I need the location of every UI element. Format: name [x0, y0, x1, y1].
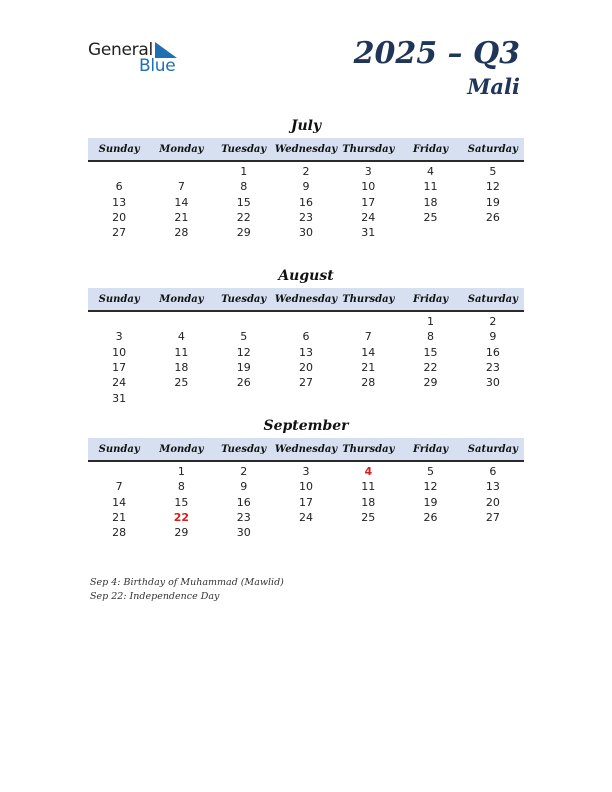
day-cell: 9: [240, 480, 248, 494]
day-cell: 7: [115, 480, 123, 494]
day-cell: 19: [236, 361, 251, 375]
day-cell: 4: [177, 330, 185, 344]
country-title: Mali: [467, 74, 520, 99]
day-cell: 25: [423, 211, 438, 225]
day-cell: 18: [174, 361, 189, 375]
weekday-label: Sunday: [98, 443, 140, 455]
day-cell: 21: [112, 511, 127, 525]
day-cell: 10: [298, 480, 313, 494]
week-row: [88, 495, 524, 510]
day-cell: 2: [240, 465, 248, 479]
day-cell: 3: [115, 330, 123, 344]
day-cell: 15: [174, 495, 189, 509]
weekday-label: Monday: [159, 143, 204, 155]
week-row: [88, 525, 524, 540]
day-cell: 16: [298, 195, 313, 209]
month-july: [88, 116, 524, 240]
day-cell: 8: [240, 180, 248, 194]
day-cell: 2: [302, 165, 310, 179]
day-cell: 4: [364, 465, 373, 479]
day-cell: 9: [489, 330, 497, 344]
quarter-title: 2025 – Q3: [353, 36, 520, 71]
day-cell: 13: [298, 345, 313, 359]
day-cell: 28: [174, 226, 189, 240]
day-cell: 22: [423, 361, 438, 375]
holiday-note: Sep 4: Birthday of Muhammad (Mawlid): [90, 577, 284, 588]
day-cell: 22: [236, 211, 251, 225]
day-cell: 12: [423, 480, 438, 494]
logo-word-general: General: [88, 40, 153, 60]
day-cell: 16: [485, 345, 500, 359]
day-cell: 18: [423, 195, 438, 209]
day-cell: 31: [361, 226, 376, 240]
week-row: [88, 195, 524, 210]
weekday-label: Friday: [412, 443, 449, 455]
day-cell: 17: [361, 195, 376, 209]
month-september: [88, 416, 524, 540]
week-row: [88, 314, 524, 329]
weekday-header: [88, 138, 524, 162]
day-cell: 14: [112, 495, 127, 509]
month-name: August: [278, 268, 334, 284]
week-row: [88, 390, 524, 405]
day-cell: 19: [423, 495, 438, 509]
holiday-note: Sep 22: Independence Day: [90, 591, 220, 602]
day-cell: 15: [236, 195, 251, 209]
day-cell: 20: [112, 211, 127, 225]
day-cell: 11: [423, 180, 438, 194]
week-row: [88, 210, 524, 225]
day-cell: 18: [361, 495, 376, 509]
day-cell: 14: [174, 195, 189, 209]
day-cell: 24: [298, 511, 313, 525]
day-cell: 9: [302, 180, 310, 194]
day-cell: 10: [112, 345, 127, 359]
day-cell: 31: [112, 391, 127, 405]
week-row: [88, 510, 524, 525]
weekday-label: Sunday: [98, 143, 140, 155]
weekday-label: Thursday: [342, 143, 395, 155]
weekday-label: Sunday: [98, 293, 140, 305]
day-cell: 13: [112, 195, 127, 209]
day-cell: 24: [112, 376, 127, 390]
day-cell: 23: [236, 511, 251, 525]
day-cell: 6: [115, 180, 123, 194]
day-cell: 26: [485, 211, 500, 225]
holiday-notes: [90, 576, 284, 604]
weekday-header: [88, 288, 524, 312]
weekday-header: [88, 438, 524, 462]
day-cell: 12: [485, 180, 500, 194]
day-cell: 19: [485, 195, 500, 209]
weekday-label: Thursday: [342, 293, 395, 305]
day-cell: 26: [423, 511, 438, 525]
day-cell: 1: [177, 465, 185, 479]
week-row: [88, 225, 524, 240]
weekday-label: Wednesday: [274, 443, 338, 455]
month-august: [88, 266, 524, 406]
day-cell: 6: [489, 465, 497, 479]
day-cell: 26: [236, 376, 251, 390]
day-cell: 8: [177, 480, 185, 494]
weekday-label: Friday: [412, 293, 449, 305]
day-cell: 29: [423, 376, 438, 390]
weekday-label: Thursday: [342, 443, 395, 455]
week-row: [88, 479, 524, 494]
day-cell: 20: [298, 361, 313, 375]
day-cell: 27: [112, 226, 127, 240]
weekday-label: Saturday: [467, 293, 518, 305]
day-cell: 12: [236, 345, 251, 359]
day-cell: 21: [174, 211, 189, 225]
logo-word-blue: Blue: [139, 56, 176, 76]
day-cell: 11: [174, 345, 189, 359]
day-cell: 6: [302, 330, 310, 344]
day-cell: 4: [427, 165, 435, 179]
day-cell: 21: [361, 361, 376, 375]
day-cell: 1: [427, 315, 435, 329]
day-cell: 28: [112, 526, 127, 540]
day-cell: 25: [174, 376, 189, 390]
day-cell: 5: [489, 165, 497, 179]
day-cell: 1: [240, 165, 248, 179]
month-name: July: [290, 118, 322, 134]
day-cell: 24: [361, 211, 376, 225]
day-cell: 7: [177, 180, 185, 194]
day-cell: 17: [112, 361, 127, 375]
week-row: [88, 179, 524, 194]
weekday-label: Wednesday: [274, 143, 338, 155]
weekday-label: Tuesday: [221, 293, 267, 305]
day-cell: 30: [236, 526, 251, 540]
week-row: [88, 464, 524, 479]
month-name: September: [263, 418, 349, 434]
day-cell: 3: [364, 165, 372, 179]
weekday-label: Saturday: [467, 143, 518, 155]
day-cell: 27: [485, 511, 500, 525]
day-cell: 30: [298, 226, 313, 240]
week-row: [88, 345, 524, 360]
weekday-label: Friday: [412, 143, 449, 155]
brand-logo: [88, 40, 188, 80]
day-cell: 15: [423, 345, 438, 359]
day-cell: 28: [361, 376, 376, 390]
week-row: [88, 375, 524, 390]
day-cell: 22: [173, 511, 190, 525]
weekday-label: Tuesday: [221, 443, 267, 455]
day-cell: 11: [361, 480, 376, 494]
day-cell: 29: [174, 526, 189, 540]
day-cell: 29: [236, 226, 251, 240]
day-cell: 20: [485, 495, 500, 509]
weekday-label: Monday: [159, 293, 204, 305]
day-cell: 30: [485, 376, 500, 390]
day-cell: 10: [361, 180, 376, 194]
day-cell: 14: [361, 345, 376, 359]
day-cell: 23: [485, 361, 500, 375]
weekday-label: Monday: [159, 443, 204, 455]
day-cell: 13: [485, 480, 500, 494]
weekday-label: Saturday: [467, 443, 518, 455]
day-cell: 23: [298, 211, 313, 225]
day-cell: 3: [302, 465, 310, 479]
day-cell: 5: [240, 330, 248, 344]
day-cell: 5: [427, 465, 435, 479]
day-cell: 25: [361, 511, 376, 525]
weekday-label: Wednesday: [274, 293, 338, 305]
day-cell: 17: [298, 495, 313, 509]
day-cell: 7: [364, 330, 372, 344]
week-row: [88, 360, 524, 375]
week-row: [88, 164, 524, 179]
day-cell: 16: [236, 495, 251, 509]
page-title: [354, 36, 520, 100]
day-cell: 27: [298, 376, 313, 390]
weekday-label: Tuesday: [221, 143, 267, 155]
day-cell: 2: [489, 315, 497, 329]
week-row: [88, 329, 524, 344]
day-cell: 8: [427, 330, 435, 344]
